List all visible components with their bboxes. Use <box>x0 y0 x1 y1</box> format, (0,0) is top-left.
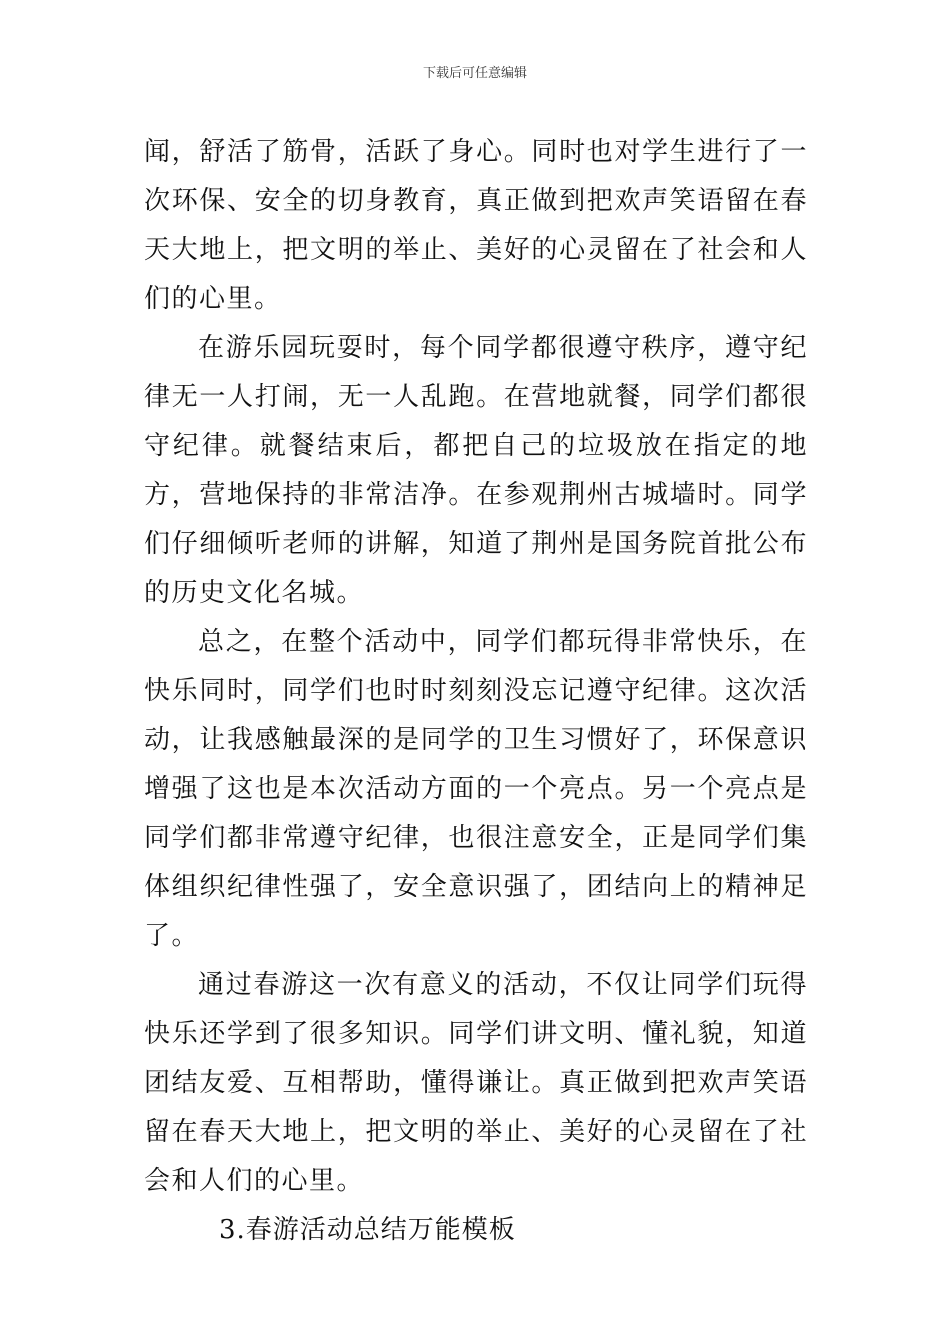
text-line: 天大地上，把文明的举止、美好的心灵留在了社会和人们 <box>144 1117 808 1196</box>
text-line: 的心里。 <box>254 1166 365 1196</box>
text-line: 里。 <box>226 284 282 314</box>
text-line: 乐同时，同学们也时时刻刻没忘记遵守纪律。这次活动， <box>144 676 808 755</box>
document-body <box>144 128 808 1255</box>
text-line: 在游乐园玩耍时，每个同学都很遵守秩序，遵守纪律 <box>144 333 808 412</box>
text-line: 通过春游这一次有意义的活动，不仅让同学们玩得快 <box>144 970 808 1049</box>
paragraph-summary <box>144 618 808 961</box>
text-line: 无一人打闹，无一人乱跑。在营地就餐，同学们都很守纪 <box>144 382 808 461</box>
text-line: 非常遵守纪律，也很注意安全，正是同学们集体组织纪律 <box>144 823 808 902</box>
text-line: 环保、安全的切身教育，真正做到把欢声笑语留在春天大 <box>144 186 808 265</box>
text-line: 这也是本次活动方面的一个亮点。另一个亮点是同学们都 <box>144 774 808 853</box>
paragraph-continuation <box>144 128 808 324</box>
text-line: 性强了，安全意识强了，团结向上的精神足了。 <box>144 872 808 951</box>
section-heading: 3.春游活动总结万能模板 <box>219 1215 516 1245</box>
text-line: 律。就餐结束后，都把自己的垃圾放在指定的地方，营地 <box>144 431 808 510</box>
text-line: 城。 <box>309 578 365 608</box>
text-line: 闻，舒活了筋骨，活跃了身心。同时也对学生进行了一次 <box>144 137 808 216</box>
page-header-note: 下载后可任意编辑 <box>422 66 527 81</box>
text-line: 保持的非常洁净。在参观荆州古城墙时。同学们仔细倾听 <box>144 480 808 559</box>
text-line: 友爱、互相帮助，懂得谦让。真正做到把欢声笑语留在春 <box>144 1068 808 1147</box>
text-line: 乐还学到了很多知识。同学们讲文明、懂礼貌，知道团结 <box>144 1019 808 1098</box>
text-line: 地上，把文明的举止、美好的心灵留在了社会和人们的心 <box>144 235 808 314</box>
text-line: 总之，在整个活动中，同学们都玩得非常快乐，在快 <box>144 627 808 706</box>
paragraph-amusement-park <box>144 324 808 618</box>
text-line: 老师的讲解，知道了荆州是国务院首批公布的历史文化名 <box>144 529 808 608</box>
paragraph-conclusion <box>144 961 808 1206</box>
text-line: 让我感触最深的是同学的卫生习惯好了，环保意识增强了 <box>144 725 808 804</box>
